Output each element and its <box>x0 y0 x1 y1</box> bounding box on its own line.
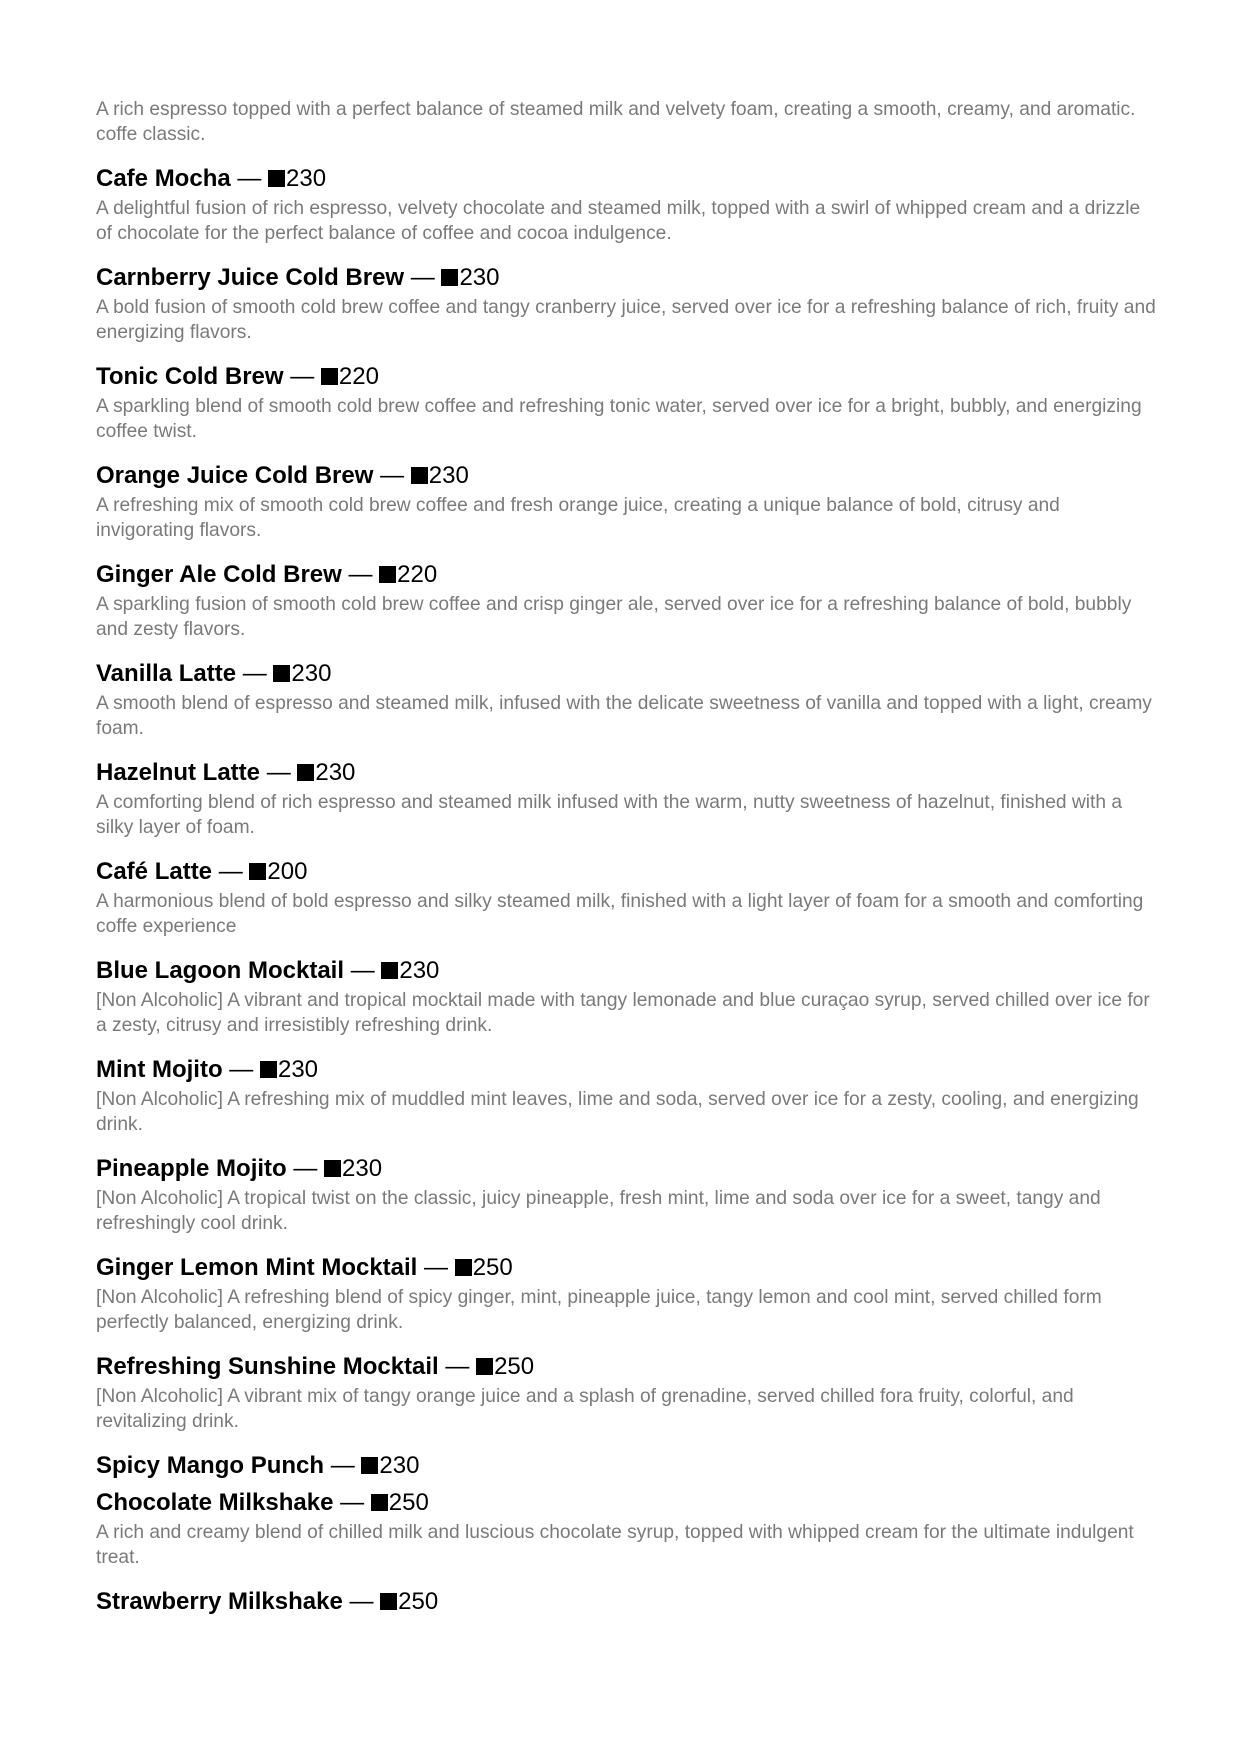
menu-item-name: Cafe Mocha <box>96 165 231 192</box>
menu-item <box>96 659 1156 741</box>
menu-item <box>96 1055 1156 1137</box>
menu-item-name: Strawberry Milkshake <box>96 1588 343 1615</box>
menu-item <box>96 560 1156 642</box>
separator-dash: — <box>330 1452 355 1479</box>
separator-dash: — <box>424 1254 449 1281</box>
menu-item-heading <box>96 1488 1156 1518</box>
currency-placeholder-icon <box>381 962 398 979</box>
currency-placeholder-icon <box>455 1259 472 1276</box>
menu-item-heading <box>96 659 1156 689</box>
menu-item <box>96 758 1156 840</box>
price-separator <box>231 165 268 192</box>
separator-dash: — <box>242 660 267 687</box>
price-separator <box>284 363 321 390</box>
menu-item-price: 230 <box>291 660 332 687</box>
menu-item-description: [Non Alcoholic] A refreshing mix of muddled mint leaves, lime and soda, served over ice for a zesty, cooling, and energizing drink. <box>96 1089 1139 1135</box>
separator-dash: — <box>445 1353 470 1380</box>
menu-item-heading <box>96 1253 1156 1283</box>
price-separator <box>324 1452 361 1479</box>
price-separator <box>404 264 441 291</box>
currency-placeholder-icon <box>268 170 285 187</box>
menu-item <box>96 1253 1156 1335</box>
menu-item-price: 250 <box>472 1254 513 1281</box>
price-separator <box>417 1254 454 1281</box>
menu-item-price: 230 <box>342 1155 383 1182</box>
menu-item <box>96 1488 1156 1570</box>
menu-item-price: 220 <box>397 561 438 588</box>
menu-item <box>96 1154 1156 1236</box>
separator-dash: — <box>293 1155 318 1182</box>
menu-item-heading <box>96 560 1156 590</box>
menu-item-price: 250 <box>388 1489 429 1516</box>
menu-item-name: Spicy Mango Punch <box>96 1452 325 1479</box>
currency-placeholder-icon <box>476 1358 493 1375</box>
menu-item-name: Blue Lagoon Mocktail <box>96 957 345 984</box>
separator-dash: — <box>340 1489 365 1516</box>
price-separator <box>439 1353 476 1380</box>
menu-item-price: 230 <box>277 1056 319 1083</box>
menu-item-name: Hazelnut Latte <box>96 759 261 786</box>
menu-item-heading <box>96 857 1156 887</box>
separator-dash: — <box>290 363 315 390</box>
menu-item-price: 230 <box>399 957 440 984</box>
menu-item <box>96 1352 1156 1434</box>
currency-placeholder-icon <box>371 1494 388 1511</box>
menu-item-heading <box>96 461 1156 491</box>
currency-placeholder-icon <box>324 1160 341 1177</box>
currency-placeholder-icon <box>260 1061 277 1078</box>
menu-item-name: Ginger Ale Cold Brew <box>96 561 342 588</box>
menu-item <box>96 461 1156 543</box>
menu-item-heading <box>96 1055 1156 1085</box>
menu-item <box>96 1587 1156 1617</box>
price-separator <box>223 1056 260 1083</box>
menu-item-name: Chocolate Milkshake <box>96 1489 334 1516</box>
price-separator <box>342 561 379 588</box>
currency-placeholder-icon <box>297 764 314 781</box>
separator-dash: — <box>350 957 375 984</box>
menu-item-heading <box>96 758 1156 788</box>
separator-dash: — <box>348 561 373 588</box>
menu-item-description: [Non Alcoholic] A vibrant mix of tangy orange juice and a splash of grenadine, served chilled fora fruity, colorful, and revitalizing drink. <box>96 1386 1074 1432</box>
menu-item-heading <box>96 1154 1156 1184</box>
menu-item-name: Mint Mojito <box>96 1056 223 1083</box>
separator-dash: — <box>349 1588 374 1615</box>
menu-item <box>96 263 1156 345</box>
menu-item-heading <box>96 956 1156 986</box>
menu-item-name: Ginger Lemon Mint Mocktail <box>96 1254 418 1281</box>
separator-dash: — <box>266 759 291 786</box>
price-separator <box>287 1155 324 1182</box>
price-separator <box>343 1588 380 1615</box>
price-separator <box>236 660 273 687</box>
menu-item <box>96 857 1156 939</box>
menu-item-description: [Non Alcoholic] A tropical twist on the classic, juicy pineapple, fresh mint, lime and soda over ice for a sweet, tangy and refreshingly cool drink. <box>96 1188 1101 1234</box>
menu-item-price: 230 <box>286 165 327 192</box>
menu-item-name: Carnberry Juice Cold Brew <box>96 264 405 291</box>
price-separator <box>212 858 249 885</box>
price-separator <box>260 759 297 786</box>
separator-dash: — <box>218 858 243 885</box>
separator-dash: — <box>380 462 405 489</box>
price-separator <box>344 957 381 984</box>
intro-description: A rich espresso topped with a perfect balance of steamed milk and velvety foam, creating a smooth, creamy, and aromatic. coffe classic. <box>96 99 1136 145</box>
menu-item-description: [Non Alcoholic] A vibrant and tropical mocktail made with tangy lemonade and blue curaçao syrup, served chilled over ice for a zesty, citrusy and irresistibly refreshing drink. <box>96 990 1150 1036</box>
currency-placeholder-icon <box>249 863 266 880</box>
price-separator <box>333 1489 370 1516</box>
currency-placeholder-icon <box>273 665 290 682</box>
menu-item <box>96 956 1156 1038</box>
menu-item-description: A sparkling fusion of smooth cold brew coffee and crisp ginger ale, served over ice for a refreshing balance of bold, bubbly and zesty flavors. <box>96 594 1132 640</box>
menu-item-heading <box>96 263 1156 293</box>
menu-item-price: 230 <box>379 1452 420 1479</box>
menu-item-description: A rich and creamy blend of chilled milk and luscious chocolate syrup, topped with whipped cream for the ultimate indulgent treat. <box>96 1522 1134 1568</box>
separator-dash: — <box>229 1056 254 1083</box>
menu-item <box>96 1451 1156 1481</box>
separator-dash: — <box>410 264 435 291</box>
menu-list <box>96 164 1156 1617</box>
menu-item-price: 230 <box>459 264 500 291</box>
menu-item-price: 230 <box>428 462 469 489</box>
menu-item-description: A comforting blend of rich espresso and steamed milk infused with the warm, nutty sweetness of hazelnut, finished with a silky layer of foam. <box>96 792 1122 838</box>
menu-item-name: Refreshing Sunshine Mocktail <box>96 1353 439 1380</box>
menu-item-price: 230 <box>315 759 356 786</box>
menu-item-heading <box>96 1587 1156 1617</box>
menu-item-name: Pineapple Mojito <box>96 1155 287 1182</box>
menu-item-description: A harmonious blend of bold espresso and silky steamed milk, finished with a light layer of foam for a smooth and comforting coffe experience <box>96 891 1144 937</box>
menu-item-name: Orange Juice Cold Brew <box>96 462 374 489</box>
menu-item-name: Café Latte <box>96 858 213 885</box>
menu-item-heading <box>96 1451 1156 1481</box>
menu-item-description: A smooth blend of espresso and steamed milk, infused with the delicate sweetness of vanilla and topped with a light, creamy foam. <box>96 693 1152 739</box>
currency-placeholder-icon <box>361 1457 378 1474</box>
menu-item-name: Vanilla Latte <box>96 660 237 687</box>
separator-dash: — <box>237 165 262 192</box>
menu-item-name: Tonic Cold Brew <box>96 363 284 390</box>
price-separator <box>373 462 410 489</box>
menu-item <box>96 164 1156 246</box>
menu-item-description: [Non Alcoholic] A refreshing blend of spicy ginger, mint, pineapple juice, tangy lemon and cool mint, served chilled form perfectly balanced, energizing drink. <box>96 1287 1102 1333</box>
menu-item-heading <box>96 1352 1156 1382</box>
currency-placeholder-icon <box>411 467 428 484</box>
menu-item-price: 250 <box>398 1588 439 1615</box>
menu-item-description: A delightful fusion of rich espresso, velvety chocolate and steamed milk, topped with a swirl of whipped cream and a drizzle of chocolate for the perfect balance of coffee and cocoa indulgence. <box>96 198 1141 244</box>
menu-item-description: A bold fusion of smooth cold brew coffee and tangy cranberry juice, served over ice for a refreshing balance of rich, fruity and energizing flavors. <box>96 297 1156 343</box>
menu-item-price: 200 <box>267 858 308 885</box>
menu-item <box>96 362 1156 444</box>
menu-item-price: 250 <box>494 1353 535 1380</box>
menu-item-description: A sparkling blend of smooth cold brew coffee and refreshing tonic water, served over ice for a bright, bubbly, and energizing coffee twist. <box>96 396 1142 442</box>
currency-placeholder-icon <box>379 566 396 583</box>
menu-item-heading <box>96 164 1156 194</box>
currency-placeholder-icon <box>380 1593 397 1610</box>
menu-page <box>96 97 1156 1624</box>
currency-placeholder-icon <box>441 269 458 286</box>
menu-item-description: A refreshing mix of smooth cold brew coffee and fresh orange juice, creating a unique balance of bold, citrusy and invigorating flavors. <box>96 495 1060 541</box>
menu-item-price: 220 <box>338 363 379 390</box>
menu-item-heading <box>96 362 1156 392</box>
currency-placeholder-icon <box>321 368 338 385</box>
